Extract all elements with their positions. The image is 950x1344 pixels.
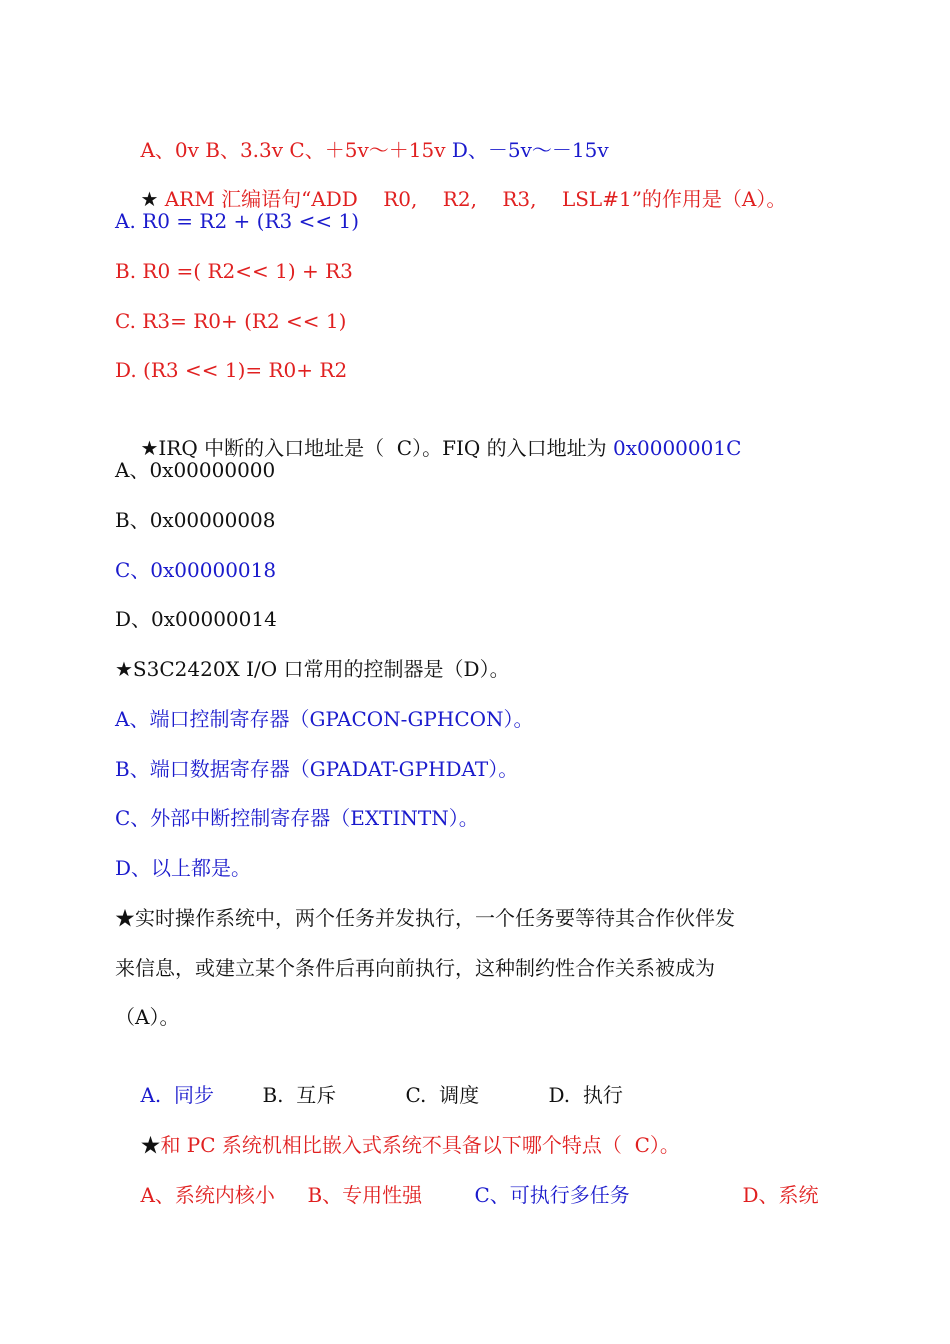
option-d: D. 执行: [548, 1083, 623, 1107]
option-b: B、端口数据寄存器（GPADAT-GPHDAT）。: [115, 757, 519, 781]
option-a: A、系统内核小: [140, 1183, 275, 1207]
option-c: C、可执行多任务: [474, 1183, 630, 1207]
option-c: C、0x00000018: [115, 558, 277, 582]
star-icon: ★: [140, 187, 159, 211]
question-rtos-line3: （A）。: [115, 1005, 180, 1029]
option-c: C. R3= R0+ (R2 << 1): [115, 309, 347, 333]
option-a: A、0x00000000: [115, 458, 276, 482]
option-a: A. 同步: [140, 1083, 214, 1107]
option-d: D、0x00000014: [115, 607, 277, 631]
answer-options-embedded: [115, 1153, 818, 1237]
question-text: ARM 汇编语句“ADD R0, R2, R3, LSL#1”的作用是（A）。: [158, 187, 787, 211]
option-a: A、端口控制寄存器（GPACON-GPHCON）。: [115, 707, 534, 731]
question-text: ★IRQ 中断的入口地址是（ C）。FIQ 的入口地址为: [140, 436, 613, 460]
question-rtos-line1: ★实时操作系统中，两个任务并发执行，一个任务要等待其合作伙伴发: [115, 906, 735, 930]
option-b: B. 互斥: [262, 1083, 337, 1107]
option-d-voltage: D、－5v～－15v: [445, 138, 609, 162]
options-abc-voltage: A、0v B、3.3v C、＋5v～＋15v: [140, 138, 446, 162]
question-s3c2420x: ★S3C2420X I/O 口常用的控制器是（D）。: [115, 657, 510, 681]
option-c: C、外部中断控制寄存器（EXTINTN）。: [115, 806, 479, 830]
option-b: B、0x00000008: [115, 508, 276, 532]
fiq-address: 0x0000001C: [613, 436, 742, 460]
option-b: B. R0 =( R2<< 1) + R3: [115, 259, 353, 283]
option-b: B、专用性强: [307, 1183, 423, 1207]
question-text: 和 PC 系统机相比嵌入式系统不具备以下哪个特点（ C）。: [160, 1133, 680, 1157]
star-icon: ★: [140, 1133, 161, 1157]
option-c: C. 调度: [405, 1083, 480, 1107]
question-rtos-line2: 来信息，或建立某个条件后再向前执行，这种制约性合作关系被成为: [115, 956, 715, 980]
option-d: D、以上都是。: [115, 856, 252, 880]
option-a: A. R0 = R2 + (R3 << 1): [115, 209, 360, 233]
option-d: D. (R3 << 1)= R0+ R2: [115, 358, 348, 382]
option-d: D、系统: [742, 1183, 819, 1207]
